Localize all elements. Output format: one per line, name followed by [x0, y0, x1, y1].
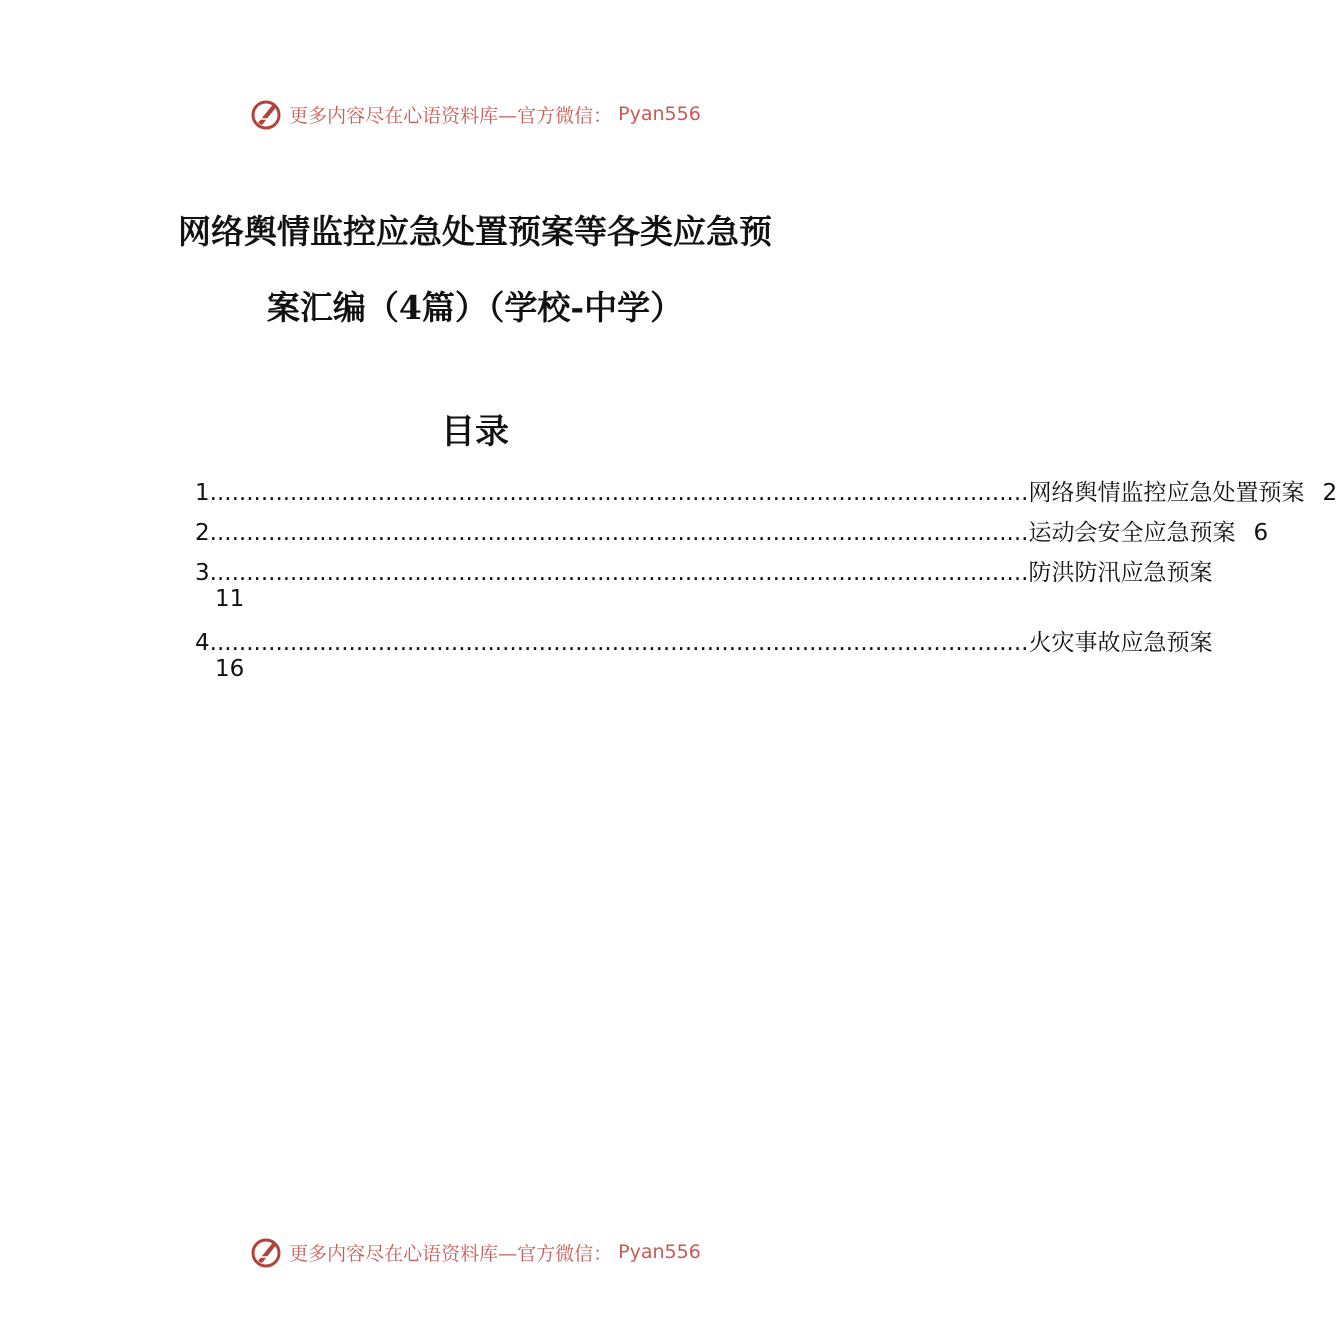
banner-handle: Pyan556 — [618, 1241, 701, 1263]
toc-entry-label: 火灾事故应急预案 — [1028, 630, 1213, 656]
toc-entry-number: 1 — [195, 480, 210, 506]
toc-leader-dots: ................................................................................................................ — [209, 520, 1029, 546]
toc-entry-page: 16 — [215, 656, 245, 682]
toc-leader-dots: ................................................................................................................ — [209, 560, 1029, 586]
toc-entry[interactable] — [195, 554, 1213, 614]
toc-heading: 目录 — [441, 412, 509, 452]
toc-leader-dots: ................................................................................................................ — [209, 480, 1029, 506]
toc-entry-page: 2 — [1322, 480, 1338, 506]
toc-entry-number: 2 — [195, 520, 210, 546]
toc-entry[interactable] — [195, 474, 1338, 506]
toc-entry-label: 运动会安全应急预案 — [1028, 520, 1236, 546]
pen-logo-icon — [249, 1235, 283, 1269]
document-title-line1: 网络舆情监控应急处置预案等各类应急预 — [178, 212, 772, 251]
toc-entry[interactable] — [195, 514, 1269, 546]
toc-entry-label: 网络舆情监控应急处置预案 — [1028, 480, 1305, 506]
document-title-line2: 案汇编（4篇）（学校-中学） — [266, 288, 684, 327]
toc-entry-number: 4 — [195, 630, 210, 656]
toc-entry-page: 6 — [1253, 520, 1269, 546]
banner-text: 更多内容尽在心语资料库—官方微信： — [289, 104, 613, 127]
toc-entry-number: 3 — [195, 560, 210, 586]
toc-entry-label: 防洪防汛应急预案 — [1028, 560, 1213, 586]
toc-entry-page: 11 — [215, 586, 245, 612]
header-banner — [0, 94, 950, 134]
footer-banner — [0, 1232, 950, 1272]
toc-entry[interactable] — [195, 624, 1213, 684]
pen-logo-icon — [249, 97, 283, 131]
banner-handle: Pyan556 — [618, 103, 701, 125]
banner-text: 更多内容尽在心语资料库—官方微信： — [289, 1242, 613, 1265]
toc-leader-dots: ................................................................................................................ — [209, 630, 1029, 656]
